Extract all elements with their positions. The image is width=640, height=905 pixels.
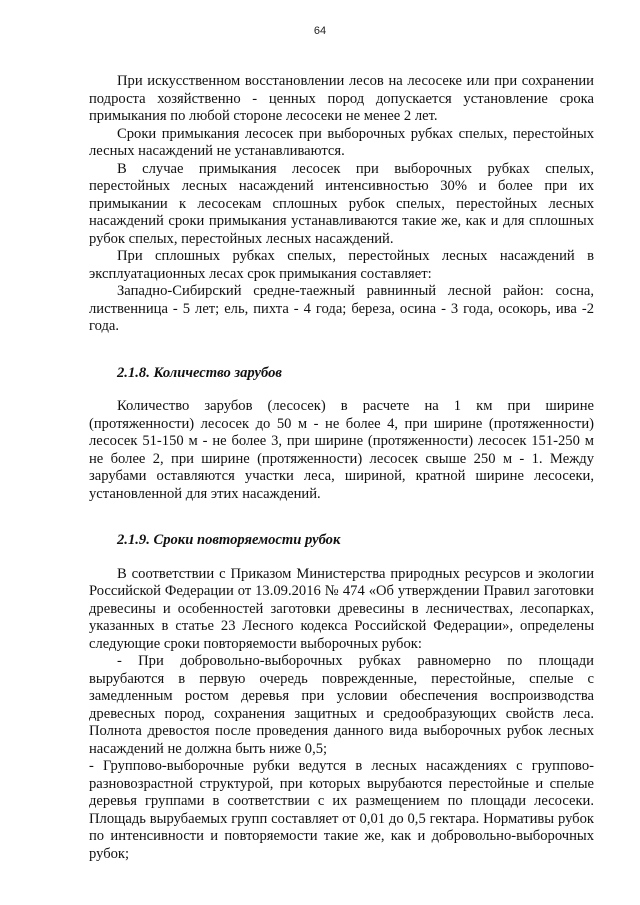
list-item: - При добровольно-выборочных рубках равномерно по площади вырубаются в первую очередь поврежденные, перестойные, спелые с замедленным ростом деревья при условии обеспечения воспроизводства древесных пород, сохранения защитных и средообразующих свойств леса. Полнота древостоя после проведения данного вида выборочных рубок лесных насаждений не должна быть ниже 0,5; xyxy=(89,653,594,757)
paragraph: При искусственном восстановлении лесов на лесосеке или при сохранении подроста хозяйственно - ценных пород допускается установление срока примыкания по любой стороне лесосеки не менее 2 лет. xyxy=(89,73,594,124)
spacer xyxy=(89,503,594,532)
spacer xyxy=(89,550,594,566)
list-item: - Группово-выборочные рубки ведутся в лесных насаждениях с группово-разновозрастной структурой, при которых вырубаются перестойные и спелые деревья группами в соответствии с их размещением по площади лесосеки. Площадь вырубаемых групп составляет от 0,01 до 0,5 гектара. Нормативы рубок по интенсивности и повторяемости такие же, как и добровольно-выборочных рубок; xyxy=(89,758,594,862)
section-heading-2-1-9: 2.1.9. Сроки повторяемости рубок xyxy=(117,532,341,548)
paragraph: Западно-Сибирский средне-таежный равнинный лесной район: сосна, лиственница - 5 лет; ель, пихта - 4 года; береза, осина - 3 года, осокорь, ива -2 года. xyxy=(89,283,594,334)
spacer xyxy=(89,336,594,365)
spacer xyxy=(89,382,594,398)
paragraph: В соответствии с Приказом Министерства природных ресурсов и экологии Российской Федерации от 13.09.2016 № 474 «Об утверждении Правил заготовки древесины и особенностей заготовки древесины в лесничествах, лесопарках, указанных в статье 23 Лесного кодекса Российской Федерации», определены следующие сроки повторяемости выборочных рубок: xyxy=(89,565,594,652)
paragraph: В случае примыкания лесосек при выборочных рубках спелых, перестойных лесных насаждений интенсивностью 30% и более при их примыкании к лесосекам сплошных рубок спелых, перестойных лесных насаждений сроки примыкания устанавливаются такие же, как и для сплошных рубок спелых, перестойных лесных насаждений. xyxy=(89,160,594,247)
document-body xyxy=(89,73,594,863)
paragraph: При сплошных рубках спелых, перестойных лесных насаждений в эксплуатационных лесах срок примыкания составляет: xyxy=(89,248,594,282)
page-number: 64 xyxy=(313,25,327,37)
section-heading-2-1-8: 2.1.8. Количество зарубов xyxy=(117,364,282,381)
paragraph: Сроки примыкания лесосек при выборочных рубках спелых, перестойных лесных насаждений не устанавливаются. xyxy=(89,125,594,159)
paragraph: Количество зарубов (лесосек) в расчете на 1 км при ширине (протяженности) лесосек до 50 м - не более 4, при ширине (протяженности) лесосек 51-150 м - не более 3, при ширине (протяженности) лесосек 151-250 м не более 2, при ширине (протяженности) лесосек свыше 250 м - 1. Между зарубами оставляются участки леса, шириной, кратной ширине лесосеки, установленной для этих насаждений. xyxy=(89,398,594,502)
